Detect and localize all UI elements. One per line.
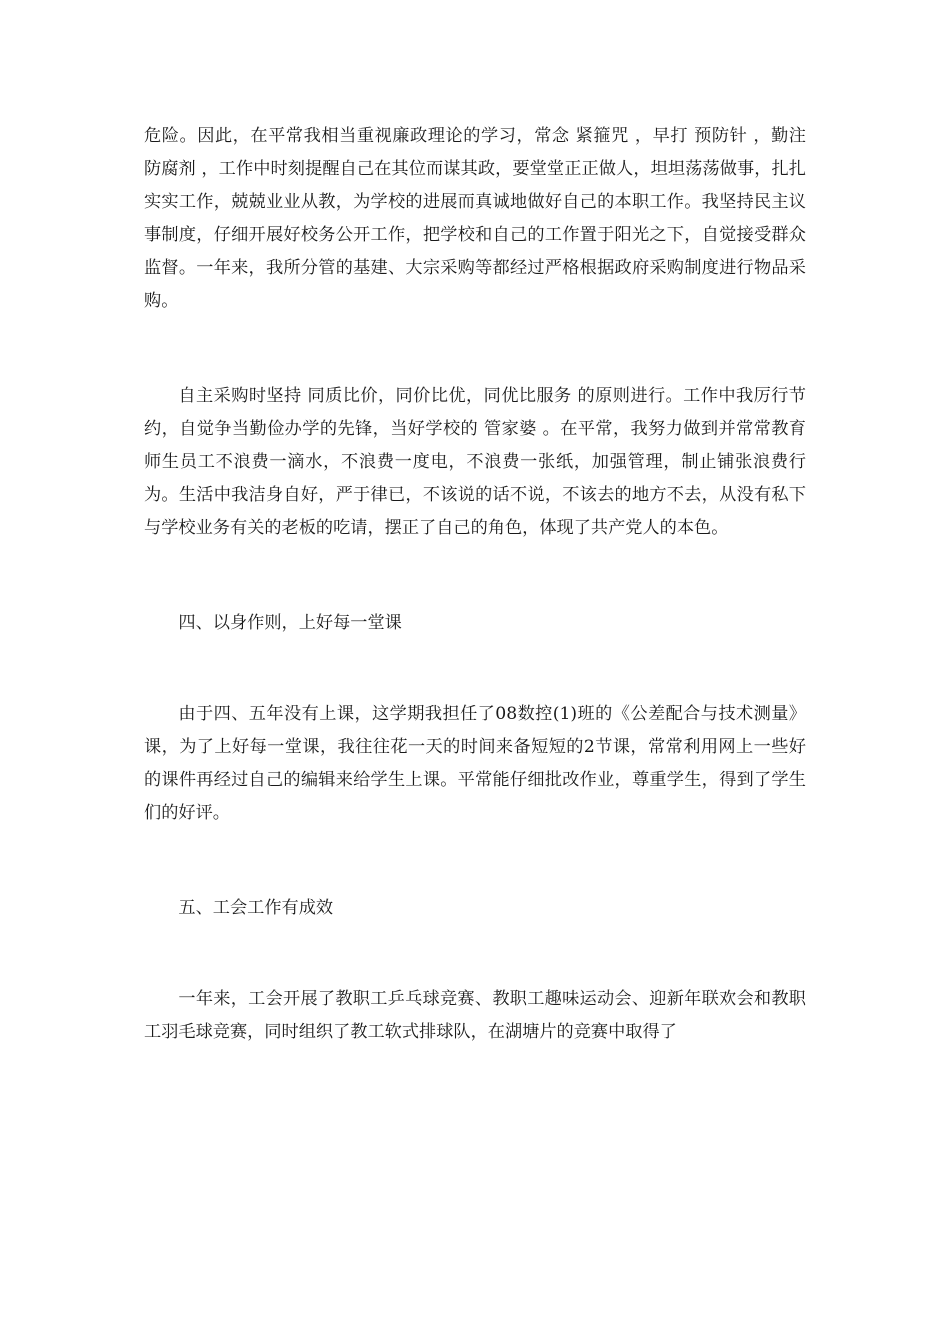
paragraph-teaching: 由于四、五年没有上课，这学期我担任了08数控(1)班的《公差配合与技术测量》课，为了上好每一堂课，我往往花一天的时间来备短短的2节课，常常利用网上一些好的课件再经过自己的编辑来给学生上课。平常能仔细批改作业，尊重学生，得到了学生们的好评。 [144, 704, 806, 823]
section-heading-union: 五、工会工作有成效 [178, 898, 334, 918]
paragraph-spacer [144, 640, 806, 698]
paragraph-integrity: 危险。因此，在平常我相当重视廉政理论的学习，常念 紧箍咒 ，早打 预防针 ，勤注 防腐剂 ，工作中时刻提醒自己在其位而谋其政，要堂堂正正做人，坦坦荡荡做事，扎扎实实工作，兢兢业业从教，为学校的进展而真诚地做好自己的本职工作。我坚持民主议事制度，仔细开展好校务公开工作，把学校和自己的工作置于阳光之下，自觉接受群众监督。一年来，我所分管的基建、大宗采购等都经过严格根据政府采购制度进行物品采购。 [144, 126, 806, 311]
paragraph-spacer [144, 318, 806, 380]
paragraph-union: 一年来，工会开展了教职工乒乓球竞赛、教职工趣味运动会、迎新年联欢会和教职工羽毛球竞赛，同时组织了教工软式排球队，在湖塘片的竞赛中取得了 [144, 989, 806, 1042]
paragraph-procurement: 自主采购时坚持 同质比价，同价比优，同优比服务 的原则进行。工作中我厉行节约，自觉争当勤俭办学的先锋，当好学校的 管家婆 。在平常，我努力做到并常常教育师生员工不浪费一滴水，不浪费一度电，不浪费一张纸，加强管理，制止铺张浪费行为。生活中我洁身自好，严于律已，不该说的话不说，不该去的地方不去，从没有私下与学校业务有关的老板的吃请，摆正了自己的角色，体现了共产党人的本色。 [144, 386, 806, 538]
section-heading-teaching: 四、以身作则，上好每一堂课 [178, 613, 402, 633]
document-page [144, 120, 806, 1049]
paragraph-spacer [144, 830, 806, 892]
paragraph-spacer [144, 925, 806, 983]
paragraph-spacer [144, 545, 806, 607]
